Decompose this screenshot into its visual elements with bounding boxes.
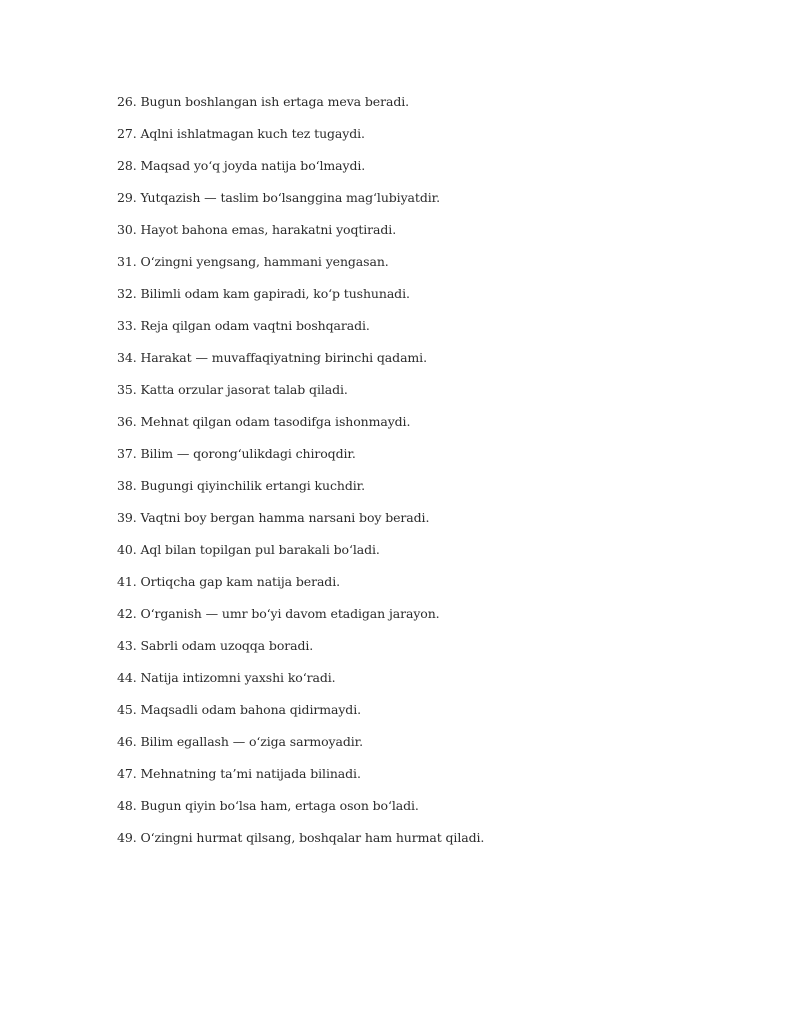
- list-item: 44. Natija intizomni yaxshi ko‘radi.: [117, 670, 336, 685]
- list-item: 27. Aqlni ishlatmagan kuch tez tugaydi.: [117, 126, 365, 141]
- list-item: 33. Reja qilgan odam vaqtni boshqaradi.: [117, 318, 370, 333]
- list-item: 31. O‘zingni yengsang, hammani yengasan.: [117, 254, 389, 269]
- list-item: 41. Ortiqcha gap kam natija beradi.: [117, 574, 340, 589]
- list-item: 26. Bugun boshlangan ish ertaga meva beradi.: [117, 94, 409, 109]
- list-item: 29. Yutqazish — taslim bo‘lsanggina mag‘lubiyatdir.: [117, 190, 440, 205]
- list-item: 34. Harakat — muvaffaqiyatning birinchi qadami.: [117, 350, 427, 365]
- list-item: 40. Aql bilan topilgan pul barakali bo‘ladi.: [117, 542, 380, 557]
- list-item: 49. O‘zingni hurmat qilsang, boshqalar ham hurmat qiladi.: [117, 830, 485, 845]
- list-item: 37. Bilim — qorong‘ulikdagi chiroqdir.: [117, 446, 356, 461]
- list-item: 35. Katta orzular jasorat talab qiladi.: [117, 382, 348, 397]
- list-item: 28. Maqsad yo‘q joyda natija bo‘lmaydi.: [117, 158, 366, 173]
- list-item: 38. Bugungi qiyinchilik ertangi kuchdir.: [117, 478, 365, 493]
- list-item: 42. O‘rganish — umr bo‘yi davom etadigan jarayon.: [117, 606, 440, 621]
- list-item: 45. Maqsadli odam bahona qidirmaydi.: [117, 702, 361, 717]
- list-item: 46. Bilim egallash — o‘ziga sarmoyadir.: [117, 734, 363, 749]
- list-item: 30. Hayot bahona emas, harakatni yoqtiradi.: [117, 222, 397, 237]
- list-item: 47. Mehnatning ta’mi natijada bilinadi.: [117, 766, 361, 781]
- numbered-list: [117, 92, 484, 860]
- list-item: 43. Sabrli odam uzoqqa boradi.: [117, 638, 314, 653]
- list-item: 32. Bilimli odam kam gapiradi, ko‘p tushunadi.: [117, 286, 410, 301]
- list-item: 48. Bugun qiyin bo‘lsa ham, ertaga oson bo‘ladi.: [117, 798, 419, 813]
- list-item: 39. Vaqtni boy bergan hamma narsani boy beradi.: [117, 510, 430, 525]
- list-item: 36. Mehnat qilgan odam tasodifga ishonmaydi.: [117, 414, 411, 429]
